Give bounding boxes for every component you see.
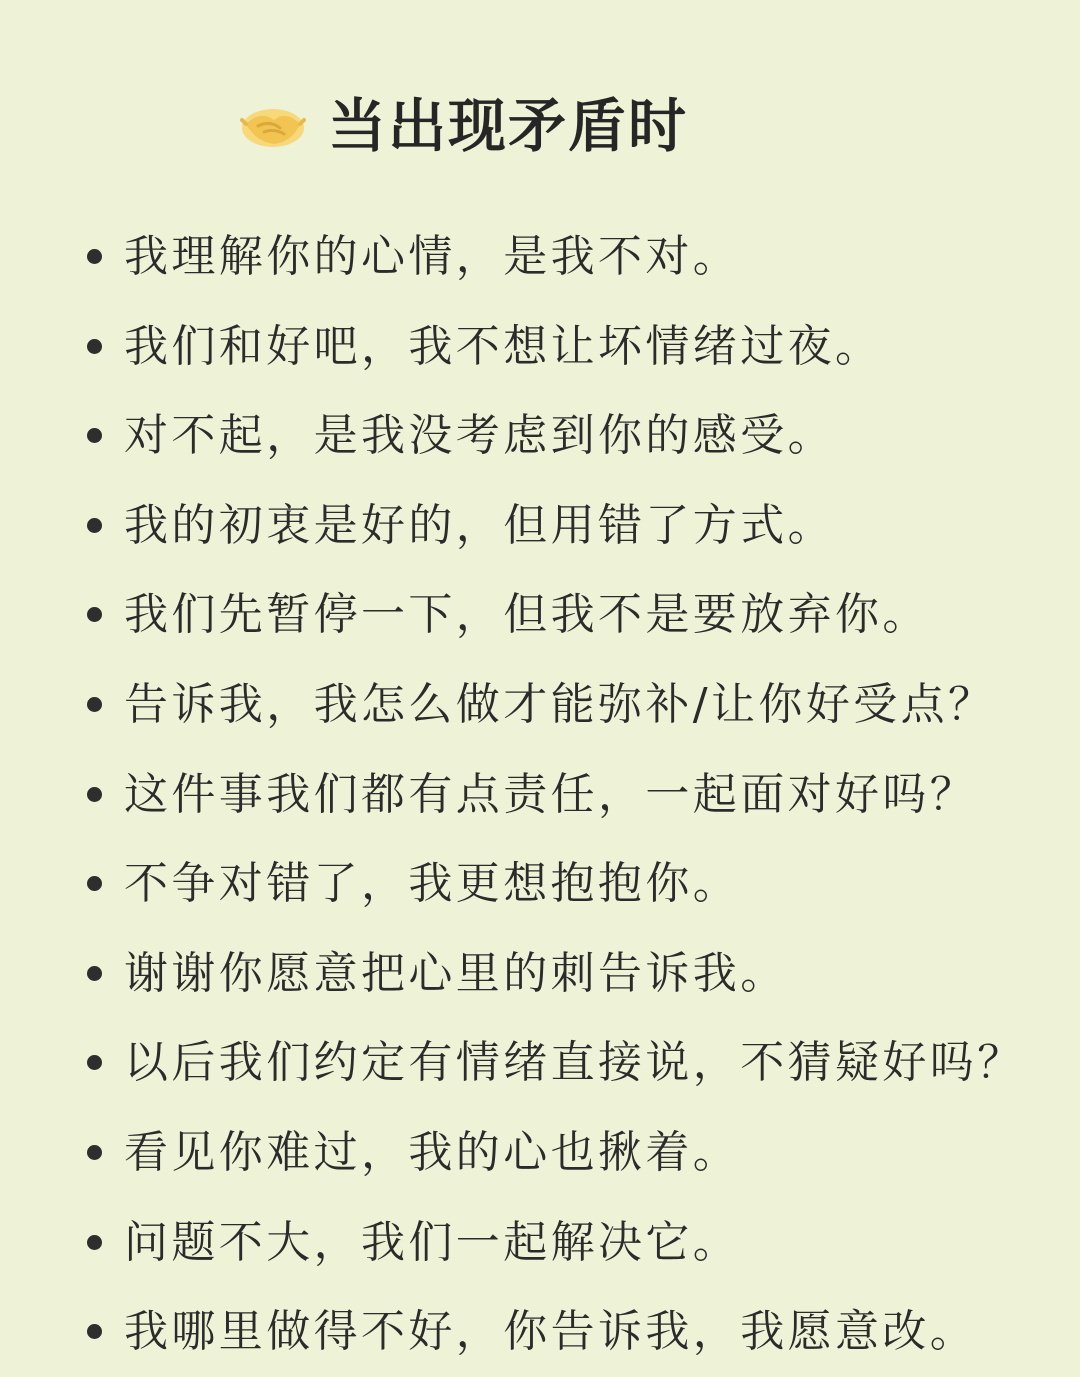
bullet-dot [87, 697, 102, 712]
list-item [0, 839, 1080, 929]
handshake-icon [240, 102, 306, 152]
list-item-text: 我哪里做得不好，你告诉我，我愿意改。 [124, 1306, 978, 1358]
list-item [0, 481, 1080, 571]
bullet-dot [87, 428, 102, 443]
bullet-dot [87, 607, 102, 622]
list-item [0, 570, 1080, 660]
list-item-text: 我的初衷是好的，但用错了方式。 [124, 499, 835, 551]
list-item-text: 问题不大，我们一起解决它。 [124, 1216, 741, 1268]
list-item-text: 谢谢你愿意把心里的刺告诉我。 [124, 947, 788, 999]
list-item-text: 这件事我们都有点责任，一起面对好吗？ [124, 768, 978, 820]
list-item [0, 1198, 1080, 1288]
list-item [0, 1108, 1080, 1198]
list-item-text: 以后我们约定有情绪直接说，不猜疑好吗？ [124, 1037, 1025, 1089]
bullet-dot [87, 1324, 102, 1339]
page-title: 当出现矛盾时 [328, 92, 689, 160]
list-item [0, 660, 1080, 750]
bullet-dot [87, 249, 102, 264]
list-item-text: 我们先暂停一下，但我不是要放弃你。 [124, 589, 930, 641]
list-item [0, 212, 1080, 302]
list-item-text: 对不起，是我没考虑到你的感受。 [124, 410, 835, 462]
list-item-text: 不争对错了，我更想抱抱你。 [124, 858, 741, 910]
list-item [0, 750, 1080, 840]
bullet-dot [87, 1055, 102, 1070]
bullet-dot [87, 787, 102, 802]
header [0, 88, 1080, 168]
list-item-text: 我理解你的心情，是我不对。 [124, 231, 741, 282]
bullet-dot [87, 1235, 102, 1250]
list-item-text: 看见你难过，我的心也揪着。 [124, 1126, 741, 1178]
list-item [0, 929, 1080, 1019]
bullet-dot [87, 518, 102, 533]
bullet-dot [87, 1145, 102, 1160]
list-item [0, 1018, 1080, 1108]
bullet-dot [87, 876, 102, 891]
bullet-dot [87, 339, 102, 354]
list-item [0, 302, 1080, 392]
list-item-text: 告诉我，我怎么做才能弥补/让你好受点？ [124, 678, 996, 730]
list-item-text: 我们和好吧，我不想让坏情绪过夜。 [124, 320, 883, 372]
bullet-dot [87, 966, 102, 981]
list-item [0, 391, 1080, 481]
phrase-list [0, 212, 1080, 1377]
list-item [0, 1287, 1080, 1377]
